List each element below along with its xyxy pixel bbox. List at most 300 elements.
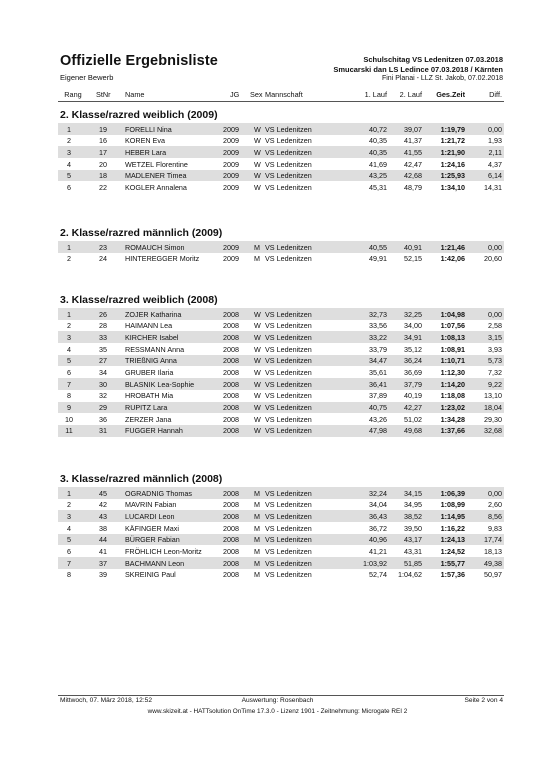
- diff-cell: 17,74: [484, 535, 502, 545]
- col-total: Ges.Zeit: [436, 90, 465, 99]
- sex-cell: W: [254, 344, 261, 354]
- rank-cell: 6: [67, 182, 71, 192]
- bib-cell: 18: [99, 171, 107, 181]
- diff-cell: 2,60: [488, 500, 502, 510]
- run2-cell: 43,17: [404, 535, 422, 545]
- year-cell: 2008: [223, 523, 239, 533]
- year-cell: 2009: [223, 182, 239, 192]
- table-row: [58, 402, 504, 414]
- sex-cell: W: [254, 124, 261, 134]
- results-section: [58, 471, 504, 581]
- run2-cell: 41,37: [404, 136, 422, 146]
- team-cell: VS Ledenitzen: [265, 426, 312, 436]
- bib-cell: 43: [99, 511, 107, 521]
- year-cell: 2008: [223, 414, 239, 424]
- rank-cell: 3: [67, 147, 71, 157]
- name-cell: OGRADNIG Thomas: [125, 488, 192, 498]
- rank-cell: 11: [65, 426, 73, 436]
- team-cell: VS Ledenitzen: [265, 321, 312, 331]
- run2-cell: 36,24: [404, 356, 422, 366]
- col-rang: Rang: [64, 90, 82, 99]
- bib-cell: 36: [99, 414, 107, 424]
- team-cell: VS Ledenitzen: [265, 182, 312, 192]
- rank-cell: 4: [67, 159, 71, 169]
- year-cell: 2009: [223, 124, 239, 134]
- year-cell: 2008: [223, 426, 239, 436]
- rank-cell: 6: [67, 546, 71, 556]
- section-title: 3. Klasse/razred männlich (2008): [60, 473, 223, 485]
- run1-cell: 47,98: [369, 426, 387, 436]
- bib-cell: 17: [99, 147, 107, 157]
- col-jg: JG: [230, 90, 240, 99]
- table-row: [58, 170, 504, 182]
- run2-cell: 1:04,62: [398, 570, 422, 580]
- name-cell: FUGGER Hannah: [125, 426, 183, 436]
- total-time-cell: 1:04,98: [440, 309, 465, 319]
- run1-cell: 40,75: [369, 403, 387, 412]
- diff-cell: 49,38: [484, 558, 502, 568]
- bib-cell: 34: [99, 367, 107, 377]
- year-cell: 2008: [223, 570, 239, 580]
- total-time-cell: 1:21,46: [440, 242, 465, 252]
- event-line-1: Schulschitag VS Ledenitzen 07.03.2018: [363, 55, 503, 64]
- footer-software: www.skizeit.at - HATTsolution OnTime 17.3.0 - Lizenz 1901 - Zeitnehmung: Microgate REI 2: [147, 708, 408, 715]
- run2-cell: 39,50: [404, 523, 422, 533]
- table-row: [58, 343, 504, 355]
- table-row: [58, 545, 504, 557]
- run1-cell: 36,43: [369, 511, 387, 521]
- rank-cell: 2: [67, 136, 71, 146]
- bib-cell: 22: [99, 182, 107, 192]
- diff-cell: 2,11: [488, 147, 502, 157]
- run1-cell: 34,04: [369, 500, 387, 510]
- bib-cell: 45: [99, 488, 107, 498]
- table-row: [58, 534, 504, 546]
- diff-cell: 6,14: [488, 171, 502, 181]
- rank-cell: 1: [67, 488, 71, 498]
- table-row: [58, 181, 504, 193]
- bib-cell: 31: [99, 426, 107, 436]
- page-subtitle: Eigener Bewerb: [60, 73, 114, 82]
- rank-cell: 1: [67, 124, 71, 134]
- col-team: Mannschaft: [265, 90, 303, 99]
- table-row: [58, 487, 504, 499]
- name-cell: BÜRGER Fabian: [125, 535, 180, 545]
- team-cell: VS Ledenitzen: [265, 147, 312, 157]
- run1-cell: 1:03,92: [363, 558, 387, 568]
- team-cell: VS Ledenitzen: [265, 356, 312, 366]
- name-cell: WETZEL Florentine: [125, 159, 188, 169]
- sex-cell: W: [254, 403, 261, 412]
- total-time-cell: 1:14,20: [440, 379, 465, 389]
- team-cell: VS Ledenitzen: [265, 570, 312, 580]
- results-section: [58, 292, 504, 437]
- run2-cell: 51,85: [404, 558, 422, 568]
- team-cell: VS Ledenitzen: [265, 558, 312, 568]
- footer-date: Mittwoch, 07. März 2018, 12:52: [60, 697, 152, 704]
- year-cell: 2009: [223, 159, 239, 169]
- diff-cell: 3,15: [488, 332, 502, 342]
- diff-cell: 1,93: [488, 136, 502, 146]
- name-cell: HAIMANN Lea: [125, 321, 173, 331]
- run2-cell: 49,68: [404, 426, 422, 436]
- year-cell: 2008: [223, 332, 239, 342]
- run2-cell: 34,00: [404, 321, 422, 331]
- name-cell: SKREINIG Paul: [125, 570, 176, 580]
- table-row: [58, 355, 504, 367]
- event-line-2: Smucarski dan LS Ledince 07.03.2018 / Kärnten: [333, 64, 503, 74]
- team-cell: VS Ledenitzen: [265, 488, 312, 498]
- total-time-cell: 1:18,08: [440, 391, 465, 401]
- team-cell: VS Ledenitzen: [265, 171, 312, 181]
- footer-divider: [58, 695, 504, 696]
- run2-cell: 51,02: [404, 414, 422, 424]
- diff-cell: 7,32: [488, 367, 502, 377]
- sex-cell: W: [254, 356, 261, 366]
- sex-cell: W: [254, 136, 261, 146]
- rank-cell: 4: [67, 344, 71, 354]
- rank-cell: 3: [67, 332, 71, 342]
- bib-cell: 38: [99, 523, 107, 533]
- diff-cell: 50,97: [484, 570, 502, 580]
- table-row: [58, 320, 504, 332]
- team-cell: VS Ledenitzen: [265, 254, 312, 264]
- col-run2: 2. Lauf: [399, 90, 422, 99]
- team-cell: VS Ledenitzen: [265, 344, 312, 354]
- sex-cell: W: [254, 321, 261, 331]
- rank-cell: 2: [67, 254, 71, 264]
- section-title: 2. Klasse/razred männlich (2009): [60, 227, 223, 239]
- bib-cell: 42: [99, 500, 107, 510]
- bib-cell: 28: [99, 321, 107, 331]
- run1-cell: 40,55: [369, 242, 387, 252]
- team-cell: VS Ledenitzen: [265, 523, 312, 533]
- total-time-cell: 1:08,91: [440, 344, 465, 354]
- footer-evaluation: Auswertung: Rosenbach: [241, 697, 314, 704]
- name-cell: KÄFINGER Maxi: [125, 523, 179, 533]
- run2-cell: 41,55: [404, 147, 422, 157]
- table-row: [58, 158, 504, 170]
- total-time-cell: 1:37,66: [440, 426, 465, 436]
- bib-cell: 20: [99, 159, 107, 169]
- sex-cell: W: [254, 159, 261, 169]
- total-time-cell: 1:57,36: [440, 570, 465, 580]
- run1-cell: 41,21: [369, 546, 387, 556]
- column-header-row: [58, 89, 504, 102]
- diff-cell: 0,00: [488, 488, 502, 498]
- table-row: [58, 378, 504, 390]
- team-cell: VS Ledenitzen: [265, 332, 312, 342]
- run2-cell: 37,79: [404, 379, 422, 389]
- name-cell: TRIEßNIG Anna: [125, 356, 177, 366]
- run2-cell: 39,07: [404, 124, 422, 134]
- table-row: [58, 366, 504, 378]
- run2-cell: 32,25: [404, 309, 422, 319]
- year-cell: 2008: [223, 309, 239, 319]
- rank-cell: 3: [67, 511, 71, 521]
- total-time-cell: 1:24,13: [440, 535, 465, 545]
- diff-cell: 5,73: [488, 356, 502, 366]
- total-time-cell: 1:24,16: [440, 159, 465, 169]
- diff-cell: 8,56: [488, 511, 502, 521]
- name-cell: MAVRIN Fabian: [125, 500, 177, 510]
- run1-cell: 49,91: [369, 254, 387, 264]
- bib-cell: 39: [99, 570, 107, 580]
- run1-cell: 45,31: [369, 182, 387, 192]
- diff-cell: 13,10: [484, 391, 502, 401]
- run1-cell: 32,24: [369, 488, 387, 498]
- team-cell: VS Ledenitzen: [265, 403, 312, 412]
- total-time-cell: 1:23,02: [440, 403, 465, 412]
- run1-cell: 40,72: [369, 124, 387, 134]
- rank-cell: 5: [67, 535, 71, 545]
- col-sex: Sex: [250, 90, 263, 99]
- run2-cell: 35,12: [404, 344, 422, 354]
- total-time-cell: 1:14,95: [440, 511, 465, 521]
- rank-cell: 5: [67, 171, 71, 181]
- name-cell: KIRCHER Isabel: [125, 332, 179, 342]
- run1-cell: 40,35: [369, 136, 387, 146]
- diff-cell: 18,04: [484, 403, 502, 412]
- run1-cell: 43,25: [369, 171, 387, 181]
- table-row: [58, 499, 504, 511]
- sex-cell: M: [254, 500, 260, 510]
- sex-cell: W: [254, 332, 261, 342]
- event-line-3: Fini Planai - LLZ St. Jakob, 07.02.2018: [381, 75, 503, 82]
- year-cell: 2008: [223, 344, 239, 354]
- team-cell: VS Ledenitzen: [265, 309, 312, 319]
- run1-cell: 37,89: [369, 391, 387, 401]
- year-cell: 2008: [223, 500, 239, 510]
- bib-cell: 23: [99, 242, 107, 252]
- year-cell: 2008: [223, 391, 239, 401]
- rank-cell: 4: [67, 523, 71, 533]
- team-cell: VS Ledenitzen: [265, 124, 312, 134]
- run1-cell: 41,69: [369, 159, 387, 169]
- name-cell: LUCARDI Leon: [125, 511, 175, 521]
- run2-cell: 42,47: [404, 159, 422, 169]
- table-row: [58, 135, 504, 147]
- year-cell: 2008: [223, 558, 239, 568]
- diff-cell: 0,00: [488, 124, 502, 134]
- name-cell: KOREN Eva: [125, 136, 165, 146]
- run1-cell: 40,96: [369, 535, 387, 545]
- table-row: [58, 123, 504, 135]
- team-cell: VS Ledenitzen: [265, 379, 312, 389]
- rank-cell: 9: [67, 403, 71, 412]
- sex-cell: M: [254, 546, 260, 556]
- sex-cell: W: [254, 309, 261, 319]
- rank-cell: 7: [67, 379, 71, 389]
- total-time-cell: 1:21,90: [440, 147, 465, 157]
- total-time-cell: 1:34,10: [440, 182, 465, 192]
- year-cell: 2008: [223, 403, 239, 412]
- bib-cell: 24: [99, 254, 107, 264]
- sex-cell: W: [254, 414, 261, 424]
- run2-cell: 48,79: [404, 182, 422, 192]
- total-time-cell: 1:16,22: [440, 523, 465, 533]
- sex-cell: M: [254, 570, 260, 580]
- total-time-cell: 1:07,56: [440, 321, 465, 331]
- rank-cell: 2: [67, 500, 71, 510]
- table-row: [58, 522, 504, 534]
- diff-cell: 14,31: [484, 182, 502, 192]
- sex-cell: M: [254, 535, 260, 545]
- col-stnr: StNr: [96, 90, 111, 99]
- event-info: [333, 55, 503, 84]
- total-time-cell: 1:10,71: [440, 356, 465, 366]
- table-row: [58, 390, 504, 402]
- name-cell: GRUBER Ilaria: [125, 367, 174, 377]
- total-time-cell: 1:21,72: [440, 136, 465, 146]
- total-time-cell: 1:42,06: [440, 254, 465, 264]
- table-row: [58, 146, 504, 158]
- run1-cell: 33,56: [369, 321, 387, 331]
- sex-cell: W: [254, 182, 261, 192]
- rank-cell: 2: [67, 321, 71, 331]
- run1-cell: 35,61: [369, 367, 387, 377]
- table-row: [58, 253, 504, 265]
- sex-cell: M: [254, 523, 260, 533]
- total-time-cell: 1:08,13: [440, 332, 465, 342]
- bib-cell: 19: [99, 124, 107, 134]
- diff-cell: 2,58: [488, 321, 502, 331]
- sex-cell: M: [254, 558, 260, 568]
- run1-cell: 43,26: [369, 414, 387, 424]
- name-cell: HEBER Lara: [125, 147, 167, 157]
- rank-cell: 7: [67, 558, 71, 568]
- table-row: [58, 569, 504, 581]
- total-time-cell: 1:08,99: [440, 500, 465, 510]
- team-cell: VS Ledenitzen: [265, 500, 312, 510]
- name-cell: ZERZER Jana: [125, 414, 172, 424]
- diff-cell: 32,68: [484, 426, 502, 436]
- bib-cell: 35: [99, 344, 107, 354]
- table-row: [58, 510, 504, 522]
- run1-cell: 40,35: [369, 147, 387, 157]
- bib-cell: 37: [99, 558, 107, 568]
- rank-cell: 8: [67, 570, 71, 580]
- name-cell: BACHMANN Leon: [125, 558, 185, 568]
- total-time-cell: 1:19,79: [440, 124, 465, 134]
- run2-cell: 40,19: [404, 391, 422, 401]
- bib-cell: 29: [99, 403, 107, 412]
- rank-cell: 5: [67, 356, 71, 366]
- year-cell: 2008: [223, 367, 239, 377]
- run2-cell: 42,27: [404, 403, 422, 412]
- sex-cell: M: [254, 488, 260, 498]
- diff-cell: 4,37: [488, 159, 502, 169]
- run1-cell: 32,73: [369, 309, 387, 319]
- footer-page-number: Seite 2 von 4: [464, 697, 503, 704]
- section-title: 2. Klasse/razred weiblich (2009): [60, 109, 218, 121]
- sex-cell: W: [254, 379, 261, 389]
- total-time-cell: 1:12,30: [440, 367, 465, 377]
- team-cell: VS Ledenitzen: [265, 535, 312, 545]
- bib-cell: 33: [99, 332, 107, 342]
- results-section: [58, 107, 504, 193]
- section-title: 3. Klasse/razred weiblich (2008): [60, 294, 218, 306]
- year-cell: 2008: [223, 356, 239, 366]
- bib-cell: 44: [99, 535, 107, 545]
- sex-cell: M: [254, 242, 260, 252]
- team-cell: VS Ledenitzen: [265, 511, 312, 521]
- year-cell: 2009: [223, 147, 239, 157]
- year-cell: 2009: [223, 242, 239, 252]
- name-cell: ROMAUCH Simon: [125, 242, 185, 252]
- name-cell: RESSMANN Anna: [125, 344, 185, 354]
- page-title: Offizielle Ergebnisliste: [60, 53, 218, 69]
- run1-cell: 36,72: [369, 523, 387, 533]
- diff-cell: 0,00: [488, 242, 502, 252]
- name-cell: HINTEREGGER Moritz: [125, 254, 200, 264]
- run1-cell: 34,47: [369, 356, 387, 366]
- total-time-cell: 1:24,52: [440, 546, 465, 556]
- bib-cell: 30: [99, 379, 107, 389]
- run1-cell: 33,22: [369, 332, 387, 342]
- run2-cell: 34,95: [404, 500, 422, 510]
- total-time-cell: 1:25,93: [440, 171, 465, 181]
- bib-cell: 27: [99, 356, 107, 366]
- name-cell: KOGLER Annalena: [125, 182, 187, 192]
- year-cell: 2009: [223, 136, 239, 146]
- diff-cell: 0,00: [488, 309, 502, 319]
- name-cell: FRÖHLICH Leon-Moritz: [125, 546, 202, 556]
- col-diff: Diff.: [489, 90, 502, 99]
- total-time-cell: 1:06,39: [440, 488, 465, 498]
- bib-cell: 32: [99, 391, 107, 401]
- run2-cell: 42,68: [404, 171, 422, 181]
- team-cell: VS Ledenitzen: [265, 414, 312, 424]
- team-cell: VS Ledenitzen: [265, 546, 312, 556]
- sex-cell: M: [254, 511, 260, 521]
- diff-cell: 9,22: [488, 379, 502, 389]
- sex-cell: W: [254, 147, 261, 157]
- sex-cell: W: [254, 367, 261, 377]
- team-cell: VS Ledenitzen: [265, 367, 312, 377]
- run2-cell: 36,69: [404, 367, 422, 377]
- col-name: Name: [125, 90, 145, 99]
- rank-cell: 6: [67, 367, 71, 377]
- run2-cell: 43,31: [404, 546, 422, 556]
- run1-cell: 33,79: [369, 344, 387, 354]
- total-time-cell: 1:55,77: [440, 558, 465, 568]
- table-row: [58, 557, 504, 569]
- run2-cell: 34,15: [404, 488, 422, 498]
- year-cell: 2008: [223, 535, 239, 545]
- name-cell: MADLENER Timea: [125, 171, 187, 181]
- team-cell: VS Ledenitzen: [265, 242, 312, 252]
- rank-cell: 1: [67, 242, 71, 252]
- table-row: [58, 241, 504, 253]
- name-cell: BLASNIK Lea-Sophie: [125, 379, 195, 389]
- rank-cell: 8: [67, 391, 71, 401]
- name-cell: ZOJER Katharina: [125, 309, 182, 319]
- year-cell: 2008: [223, 379, 239, 389]
- sex-cell: M: [254, 254, 260, 264]
- diff-cell: 9,83: [488, 523, 502, 533]
- year-cell: 2008: [223, 321, 239, 331]
- bib-cell: 41: [99, 546, 107, 556]
- year-cell: 2008: [223, 546, 239, 556]
- team-cell: VS Ledenitzen: [265, 159, 312, 169]
- year-cell: 2008: [223, 488, 239, 498]
- table-row: [58, 425, 504, 437]
- diff-cell: 29,30: [484, 414, 502, 424]
- team-cell: VS Ledenitzen: [265, 136, 312, 146]
- table-row: [58, 331, 504, 343]
- rank-cell: 1: [67, 309, 71, 319]
